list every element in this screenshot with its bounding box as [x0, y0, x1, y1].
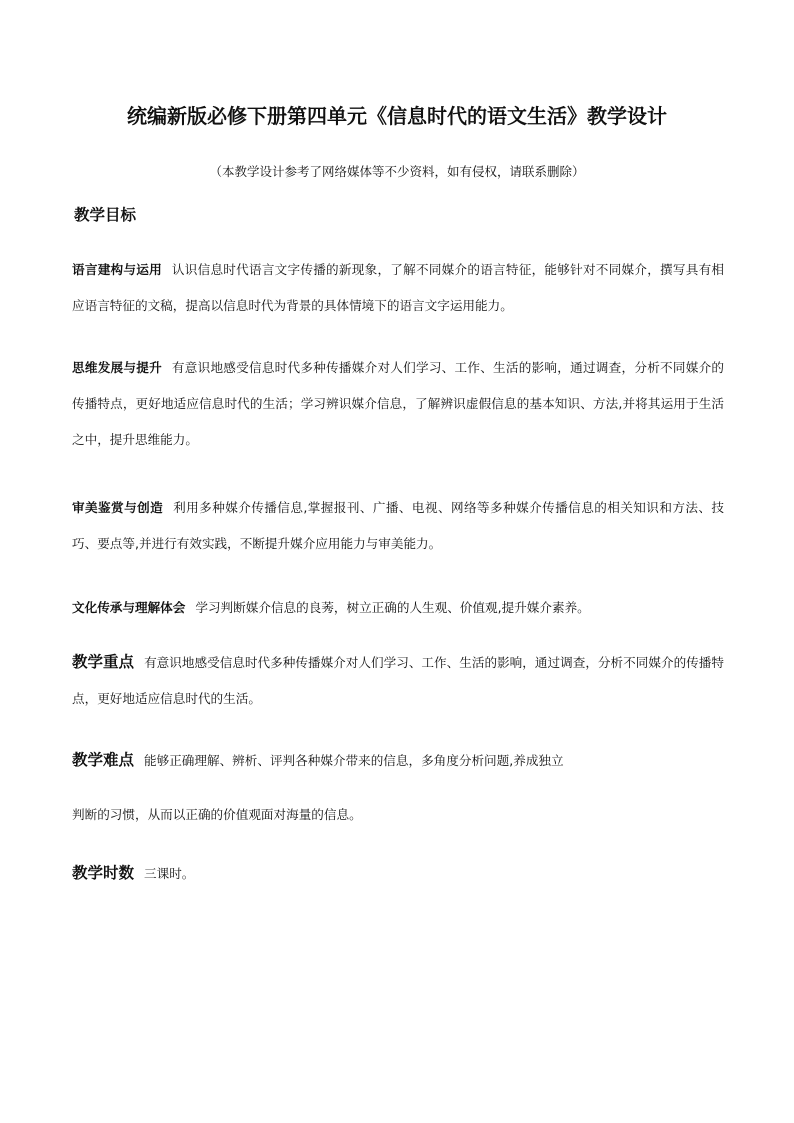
document-title: 统编新版必修下册第四单元《信息时代的语文生活》教学设计 [127, 104, 667, 128]
objective-thinking-label: 思维发展与提升 [72, 360, 162, 375]
difficulties-label: 教学难点 [72, 751, 135, 769]
key-points-label: 教学重点 [72, 653, 135, 671]
objective-culture [72, 590, 724, 626]
objective-language [72, 252, 724, 324]
objective-language-text: 认识信息时代语言文字传播的新现象，了解不同媒介的语言特征，能够针对不同媒介，撰写具有相应语言特征的文稿，提高以信息时代为背景的具体情境下的语言文字运用能力。 [72, 262, 725, 313]
objectives-heading: 教学目标 [74, 206, 137, 224]
objective-aesthetics-text: 利用多种媒介传播信息,掌握报刊、广播、电视、网络等多种媒介传播信息的相关知识和方法、技巧、要点等,并进行有效实践，不断提升媒介应用能力与审美能力。 [72, 500, 724, 551]
key-points-text: 有意识地感受信息时代多种传播媒介对人们学习、工作、生活的影响，通过调查，分析不同媒介的传播特点，更好地适应信息时代的生活。 [72, 655, 724, 706]
document-note: （本教学设计参考了网络媒体等不少资料，如有侵权，请联系删除） [209, 164, 585, 179]
objective-thinking [72, 350, 724, 458]
hours [72, 858, 194, 889]
objective-culture-label: 文化传承与理解体会 [72, 600, 186, 615]
objective-language-label: 语言建构与运用 [72, 262, 162, 277]
objective-thinking-text: 有意识地感受信息时代多种传播媒介对人们学习、工作、生活的影响，通过调查，分析不同媒介的传播特点，更好地适应信息时代的生活；学习辨识媒介信息，了解辨识虚假信息的基本知识、方法,并将其运用于生活之中，提升思维能力。 [72, 360, 725, 447]
objective-aesthetics [72, 490, 724, 562]
key-points [72, 644, 724, 717]
objective-culture-text: 学习判断媒介信息的良莠，树立正确的人生观、价值观,提升媒介素养。 [195, 600, 590, 615]
difficulties-line-1 [72, 745, 564, 776]
difficulties-text-1: 能够正确理解、辨析、评判各种媒介带来的信息，多角度分析问题,养成独立 [144, 753, 564, 768]
hours-label: 教学时数 [72, 864, 135, 882]
objective-aesthetics-label: 审美鉴赏与创造 [72, 500, 164, 515]
hours-text: 三课时。 [144, 866, 195, 881]
difficulties-line-2: 判断的习惯，从而以正确的价值观面对海量的信息。 [72, 807, 362, 822]
